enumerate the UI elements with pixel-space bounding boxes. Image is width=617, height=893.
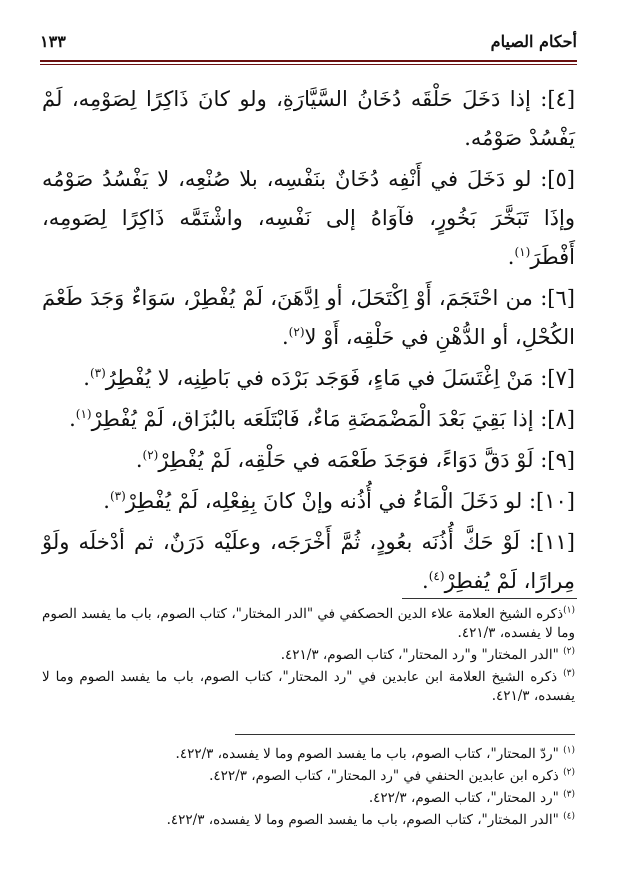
footnote-divider: [235, 734, 575, 735]
footnotes-current: [42, 745, 575, 833]
ruling-text: لو دَخَلَ الْمَاءُ في أُذُنه وإنْ كانَ بِفِعْلِه، لَمْ يُفْطِرْ: [125, 489, 529, 513]
ruling-tail: .: [83, 366, 90, 390]
footnote-mark: (٢): [563, 767, 575, 778]
footnote-text: "ردّ المحتار"، كتاب الصوم، باب ما يفسد الصوم وما لا يفسده، ٤٢٢/٣.: [175, 746, 559, 762]
ruling-paragraph: [42, 523, 575, 601]
ruling-number: [٧]:: [540, 366, 575, 390]
ruling-number: [١٠]:: [528, 489, 575, 513]
footnote-ref[interactable]: (٤): [428, 569, 445, 583]
ruling-tail: .: [281, 325, 289, 349]
ruling-paragraph: [42, 80, 575, 158]
footnote-ref[interactable]: (١): [75, 407, 92, 421]
footnote-text: ذكره الشيخ العلامة علاء الدين الحصكفي في "الدر المختار"، كتاب الصوم، باب ما يفسد الصوم وما لا يفسده، ٤٢١/٣.: [42, 606, 575, 641]
header-rule-thick: [40, 60, 577, 62]
ruling-paragraph: [42, 279, 575, 357]
footnote-text: ذكره ابن عابدين الحنفي في "رد المحتار"، كتاب الصوم، ٤٢٢/٣.: [209, 768, 559, 784]
footnote-ref[interactable]: (٢): [142, 448, 159, 462]
footnote-text: ذكره الشيخ العلامة ابن عابدين في "رد المحتار"، كتاب الصوم، باب ما يفسد الصوم وما لا يفسده، ٤٢١/٣.: [42, 669, 575, 704]
footnote-mark: (٣): [563, 668, 575, 679]
footnote-text: "الدر المختار"، كتاب الصوم، باب ما يفسد الصوم وما لا يفسده، ٤٢٢/٣.: [166, 812, 559, 828]
ruling-tail: .: [422, 569, 429, 593]
page-header: [40, 32, 577, 58]
footnote-ref[interactable]: (٣): [109, 489, 126, 503]
running-title: أحكام الصيام: [490, 32, 577, 51]
footnote: [42, 605, 575, 643]
ruling-text: لَوْ حَكَّ أُذُنَه بعُودٍ، ثُمَّ أَخْرَجَه، وعلَيْه دَرَنٌ، ثم أدْخلَه ولَوْ مِرارًا، لَمْ يُفطِرْ: [42, 530, 575, 593]
ruling-tail: .: [69, 407, 76, 431]
ruling-text: لَوْ دَقَّ دَوَاءً، فوَجَدَ طَعْمَه في حَلْقِه، لَمْ يُفْطِرْ: [158, 448, 541, 472]
footnote: [42, 745, 575, 764]
ruling-text: إذا بَقِيَ بَعْدَ الْمَضْمَضَةِ مَاءٌ، فَابْتَلَعَه بالبُزَاق، لَمْ يُفْطِرْ: [91, 407, 541, 431]
ruling-text: إذا دَخَلَ حَلْقَه دُخَانُ السَّيَّارَةِ، ولو كانَ ذَاكِرًا لِصَوْمِه، لَمْ يَفْسُدْ صَوْمُه.: [42, 87, 575, 150]
footnote: [42, 789, 575, 808]
ruling-number: [٦]:: [540, 286, 575, 310]
ruling-text: من احْتَجَمَ، أَوْ اِكْتَحَلَ، أو اِدَّهَنَ، لَمْ يُفْطِرْ، سَوَاءٌ وَجَدَ طَعْمَ الكُحْلِ، أو الدُّهْنِ في حَلْقِه، أَوْ لا: [42, 286, 575, 349]
ruling-number: [٨]:: [540, 407, 575, 431]
footnote-separator: [402, 598, 577, 599]
ruling-tail: .: [103, 489, 110, 513]
footnote: [42, 767, 575, 786]
main-text: [42, 80, 575, 603]
footnote-text: "الدر المختار" و"رد المحتار"، كتاب الصوم، ٤٢١/٣.: [280, 647, 559, 663]
footnote-mark: (٣): [563, 789, 575, 800]
footnote-mark: (١): [563, 605, 575, 616]
footnote-ref[interactable]: (٣): [89, 366, 106, 380]
ruling-tail: .: [507, 245, 515, 269]
page-number: ١٣٣: [40, 32, 66, 51]
ruling-paragraph: [42, 160, 575, 277]
footnote-ref[interactable]: (١): [514, 245, 531, 259]
footnote-text: "رد المحتار"، كتاب الصوم، ٤٢٢/٣.: [368, 790, 559, 806]
ruling-paragraph: [42, 441, 575, 480]
footnote: [42, 646, 575, 665]
ruling-text: مَنْ اِغْتَسَلَ في مَاءٍ، فَوَجَد بَرْدَه في بَاطِنِه، لا يُفْطِرُ: [105, 366, 541, 390]
ruling-text: لو دَخَلَ في أَنْفِه دُخَانٌ بنَفْسِه، بلا صُنْعِه، لا يَفْسُدُ صَوْمُه وإذَا تَبَخَّرَ بَخُورٍ، فآوَاهُ إلى نَفْسِه، واشْتَمَّه ذَاكِرًا لِصَومِه، أَفْطَرَ: [42, 167, 575, 269]
footnote-mark: (١): [563, 745, 575, 756]
ruling-paragraph: [42, 359, 575, 398]
ruling-number: [٥]:: [540, 167, 575, 191]
header-rule-thin: [40, 64, 577, 65]
footnote-mark: (٤): [563, 811, 575, 822]
footnote: [42, 668, 575, 706]
ruling-number: [١١]:: [528, 530, 575, 554]
footnote-mark: (٢): [563, 646, 575, 657]
ruling-number: [٩]:: [540, 448, 575, 472]
footnote-ref[interactable]: (٢): [288, 325, 305, 339]
footnotes-previous: [42, 605, 575, 709]
ruling-tail: .: [135, 448, 143, 472]
footnote: [42, 811, 575, 830]
ruling-paragraph: [42, 400, 575, 439]
ruling-paragraph: [42, 482, 575, 521]
ruling-number: [٤]:: [540, 87, 576, 111]
